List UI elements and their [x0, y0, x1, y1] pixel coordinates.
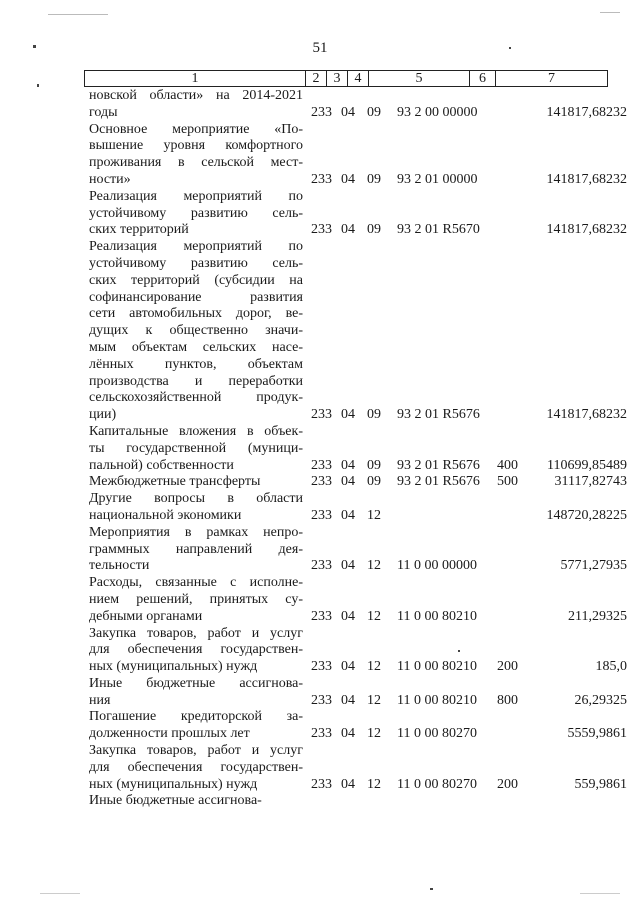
description-line: сельскохозяйственной продук-: [89, 390, 303, 406]
header-col-7: 7: [548, 71, 555, 86]
code-subsection-cell: 12: [367, 659, 381, 675]
table-row: [0, 122, 640, 189]
code-ved-cell: 233: [311, 659, 332, 675]
code-section-cell: 04: [341, 659, 355, 675]
description-line: ских территорий (субсидии на: [89, 272, 303, 288]
row-description: [89, 189, 303, 239]
code-ved-cell: 233: [311, 171, 332, 187]
page-number: 51: [312, 40, 328, 56]
row-description: [89, 474, 303, 491]
description-line: ных (муниципальных) нужд: [89, 776, 258, 792]
description-line: Закупка товаров, работ и услуг: [89, 625, 303, 641]
description-line: пальной) собственности: [89, 457, 234, 473]
description-line: Другие вопросы в области: [89, 491, 303, 507]
header-col-3: 3: [327, 71, 348, 86]
code-subsection-cell: 09: [367, 222, 381, 238]
code-section-cell: 04: [341, 474, 355, 490]
table-header: [84, 70, 608, 87]
amount-cell: 26,29325: [574, 692, 627, 708]
code-subsection-cell: 09: [367, 474, 381, 490]
description-line: мым объектам сельских насе-: [89, 339, 303, 355]
amount-cell: 141817,68232: [546, 104, 627, 120]
description-line: проживания в сельской мест-: [89, 155, 303, 171]
header-col-6: 6: [470, 71, 496, 86]
code-ved-cell: 233: [311, 407, 332, 423]
code-section-cell: 04: [341, 457, 355, 473]
description-line: для обеспечения государствен-: [89, 642, 303, 658]
table-row: [0, 575, 640, 625]
row-description: [89, 626, 303, 676]
description-line: сети автомобильных дорог, ве-: [89, 306, 303, 322]
description-line: Мероприятия в рамках непро-: [89, 524, 303, 540]
code-ved-cell: 233: [311, 474, 332, 490]
amount-cell: 5559,9861: [567, 726, 627, 742]
description-line: ности»: [89, 171, 131, 187]
code-target-cell: 11 0 00 80210: [397, 659, 477, 675]
table-row: [0, 793, 640, 810]
table-row: [0, 189, 640, 239]
code-ved-cell: 233: [311, 692, 332, 708]
code-target-cell: 93 2 01 R5676: [397, 407, 480, 423]
code-target-cell: 93 2 01 R5670: [397, 222, 480, 238]
code-ved-cell: 233: [311, 776, 332, 792]
description-line: ции): [89, 407, 117, 423]
amount-cell: 141817,68232: [546, 222, 627, 238]
code-subsection-cell: 12: [367, 608, 381, 624]
table-row: [0, 491, 640, 525]
table-row: [0, 88, 640, 122]
row-description: [89, 491, 303, 525]
table-row: [0, 709, 640, 743]
table-row: [0, 239, 640, 424]
description-line: дебными органами: [89, 608, 203, 624]
code-section-cell: 04: [341, 692, 355, 708]
code-target-cell: 11 0 00 80270: [397, 776, 477, 792]
description-line: производства и переработки: [89, 373, 303, 389]
row-description: [89, 793, 303, 810]
description-line: Закупка товаров, работ и услуг: [89, 743, 303, 759]
code-target-cell: 93 2 01 R5676: [397, 474, 480, 490]
code-subsection-cell: 09: [367, 104, 381, 120]
amount-cell: 185,0: [595, 659, 627, 675]
description-line: устойчивому развитию сель-: [89, 205, 303, 221]
row-description: [89, 709, 303, 743]
description-line: ных (муниципальных) нужд: [89, 659, 258, 675]
table-row: [0, 676, 640, 710]
row-description: [89, 424, 303, 474]
description-line: граммных направлений дея-: [89, 541, 303, 557]
row-description: [89, 743, 303, 793]
code-subsection-cell: 09: [367, 457, 381, 473]
row-description: [89, 122, 303, 189]
code-ved-cell: 233: [311, 558, 332, 574]
code-ved-cell: 233: [311, 457, 332, 473]
row-description: [89, 88, 303, 122]
description-line: долженности прошлых лет: [89, 726, 250, 742]
description-line: Реализация мероприятий по: [89, 188, 303, 204]
table-row: [0, 474, 640, 491]
code-section-cell: 04: [341, 222, 355, 238]
description-line: нием решений, принятых су-: [89, 591, 303, 607]
code-target-cell: 11 0 00 80270: [397, 726, 477, 742]
description-line: ты государственной (муници-: [89, 440, 303, 456]
code-section-cell: 04: [341, 558, 355, 574]
description-line: ния: [89, 692, 111, 708]
amount-cell: 141817,68232: [546, 407, 627, 423]
code-section-cell: 04: [341, 407, 355, 423]
amount-cell: 211,29325: [568, 608, 627, 624]
code-subsection-cell: 12: [367, 726, 381, 742]
header-col-5: 5: [369, 71, 470, 86]
description-line: годы: [89, 104, 118, 120]
code-section-cell: 04: [341, 171, 355, 187]
description-line: новской области» на 2014-2021: [89, 88, 303, 103]
description-line: Расходы, связанные с исполне-: [89, 575, 303, 591]
description-line: Капитальные вложения в объек-: [89, 423, 303, 439]
description-line: дущих к общественно значи-: [89, 323, 303, 339]
description-line: Основное мероприятие «По-: [89, 121, 303, 137]
code-target-cell: 11 0 00 80210: [397, 692, 477, 708]
code-section-cell: 04: [341, 726, 355, 742]
code-target-cell: 11 0 00 00000: [397, 558, 477, 574]
amount-cell: 110699,85489: [547, 457, 627, 473]
code-ved-cell: 233: [311, 507, 332, 523]
description-line: лённых пунктов, объектам: [89, 356, 303, 372]
code-expense-type-cell: 400: [497, 457, 518, 473]
code-subsection-cell: 12: [367, 507, 381, 523]
amount-cell: 141817,68232: [546, 171, 627, 187]
description-line: Погашение кредиторской за-: [89, 709, 303, 725]
code-section-cell: 04: [341, 104, 355, 120]
code-subsection-cell: 12: [367, 776, 381, 792]
code-ved-cell: 233: [311, 222, 332, 238]
description-line: ских территорий: [89, 222, 189, 238]
row-description: [89, 676, 303, 710]
description-line: тельности: [89, 558, 150, 574]
description-line: Межбюджетные трансферты: [89, 474, 261, 490]
row-description: [89, 575, 303, 625]
code-subsection-cell: 12: [367, 692, 381, 708]
description-line: вышение уровня комфортного: [89, 138, 303, 154]
amount-cell: 148720,28225: [546, 507, 627, 523]
header-col-2: 2: [306, 71, 327, 86]
row-description: [89, 525, 303, 575]
table-row: [0, 626, 640, 676]
description-line: устойчивому развитию сель-: [89, 255, 303, 271]
code-target-cell: 93 2 01 R5676: [397, 457, 480, 473]
description-line: национальной экономики: [89, 507, 242, 523]
code-target-cell: 93 2 00 00000: [397, 104, 478, 120]
amount-cell: 31117,82743: [554, 474, 627, 490]
code-subsection-cell: 09: [367, 407, 381, 423]
code-expense-type-cell: 800: [497, 692, 518, 708]
description-line: софинансирование развития: [89, 289, 303, 305]
code-subsection-cell: 09: [367, 171, 381, 187]
header-col-1: 1: [85, 71, 306, 86]
code-target-cell: 93 2 01 00000: [397, 171, 478, 187]
code-expense-type-cell: 200: [497, 776, 518, 792]
code-section-cell: 04: [341, 776, 355, 792]
table-row: [0, 743, 640, 793]
amount-cell: 559,9861: [574, 776, 627, 792]
description-line: Иные бюджетные ассигнова-: [89, 793, 262, 809]
table-row: [0, 424, 640, 474]
code-section-cell: 04: [341, 608, 355, 624]
description-line: для обеспечения государствен-: [89, 759, 303, 775]
code-expense-type-cell: 200: [497, 659, 518, 675]
code-subsection-cell: 12: [367, 558, 381, 574]
code-ved-cell: 233: [311, 608, 332, 624]
row-description: [89, 239, 303, 424]
code-ved-cell: 233: [311, 104, 332, 120]
code-target-cell: 11 0 00 80210: [397, 608, 477, 624]
amount-cell: 5771,27935: [560, 558, 627, 574]
table-row: [0, 525, 640, 575]
code-ved-cell: 233: [311, 726, 332, 742]
budget-table-body: [0, 88, 640, 810]
description-line: Иные бюджетные ассигнова-: [89, 675, 303, 691]
description-line: Реализация мероприятий по: [89, 239, 303, 255]
code-expense-type-cell: 500: [497, 474, 518, 490]
header-col-4: 4: [348, 71, 369, 86]
code-section-cell: 04: [341, 507, 355, 523]
